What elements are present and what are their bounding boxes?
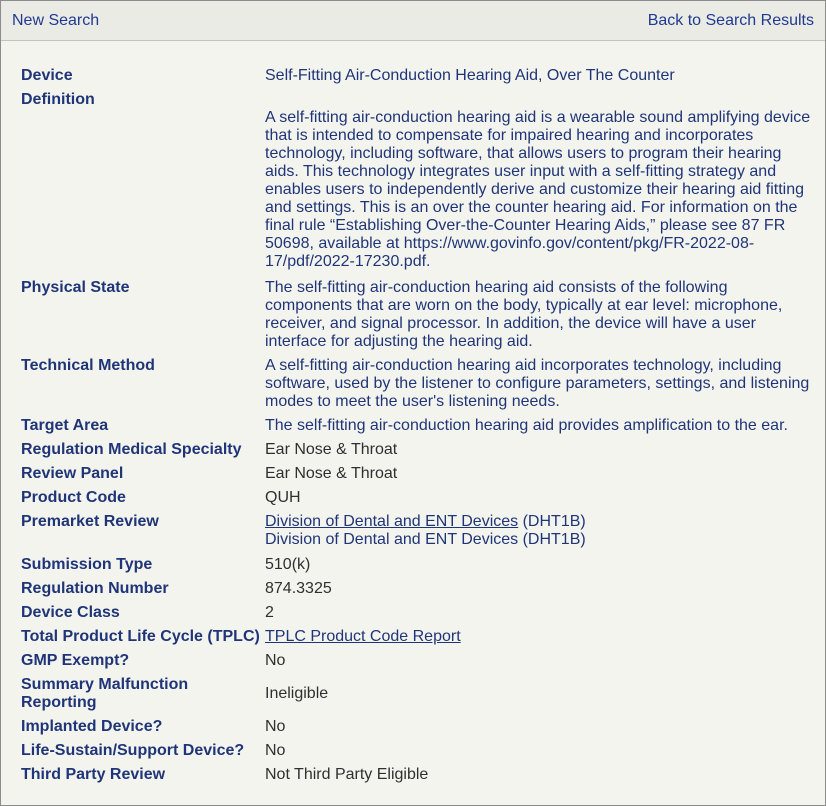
summary-malfunction-label-line1: Summary Malfunction [21, 676, 189, 693]
regulation-specialty-row [21, 441, 811, 459]
device-class-label: Device Class [21, 604, 120, 621]
third-party-label: Third Party Review [21, 766, 166, 783]
implanted-row [21, 718, 811, 736]
gmp-exempt-row [21, 652, 811, 670]
third-party-row [21, 766, 811, 784]
definition-value: A self-fitting air-conduction hearing aid is a wearable sound amplifying device that is intended to compensate for impaired hearing and incorporates technology, including software, that allows users to program their hearing aids. This technology integrates user input with a self-fitting strategy and enables users to independently derive and customize their hearing aid fitting and settings. This is an over the counter hearing aid. For information on the final rule “Establishing Over-the-Counter Hearing Aids,” please see 87 FR 50698, available at https://www.govinfo.gov/content/pkg/FR-2022-08-17/pdf/2022-17230.pdf. [265, 109, 811, 270]
technical-method-row [21, 357, 811, 411]
physical-state-row [21, 279, 811, 351]
summary-malfunction-value: Ineligible [265, 685, 329, 702]
regulation-specialty-value: Ear Nose & Throat [265, 441, 398, 458]
regulation-number-value: 874.3325 [265, 580, 332, 597]
device-row [21, 67, 811, 85]
gmp-exempt-value: No [265, 652, 286, 669]
back-to-search-results-link[interactable]: Back to Search Results [647, 11, 814, 29]
third-party-value: Not Third Party Eligible [265, 766, 429, 783]
tplc-report-link[interactable]: TPLC Product Code Report [265, 628, 461, 645]
device-class-value: 2 [265, 604, 274, 621]
gmp-exempt-label: GMP Exempt? [21, 652, 130, 669]
regulation-specialty-label: Regulation Medical Specialty [21, 441, 242, 458]
premarket-review-row [21, 513, 811, 549]
implanted-value: No [265, 718, 286, 735]
summary-malfunction-row [21, 676, 811, 712]
division-text: Division of Dental and ENT Devices (DHT1B) [265, 531, 586, 548]
technical-method-label: Technical Method [21, 357, 155, 374]
implanted-label: Implanted Device? [21, 718, 163, 735]
device-label: Device [21, 67, 73, 84]
definition-row [21, 91, 811, 271]
product-code-label: Product Code [21, 489, 126, 506]
physical-state-value: The self-fitting air-conduction hearing aid consists of the following components that are worn on the body, typically at ear level: microphone, receiver, and signal processor. In addition, the device will have a user interface for adjusting the hearing aid. [265, 279, 783, 350]
life-sustain-label: Life-Sustain/Support Device? [21, 742, 245, 759]
submission-type-row [21, 556, 811, 574]
review-panel-label: Review Panel [21, 465, 124, 482]
definition-label: Definition [21, 91, 95, 108]
device-details-table [21, 67, 811, 784]
regulation-number-row [21, 580, 811, 598]
regulation-number-label: Regulation Number [21, 580, 169, 597]
summary-malfunction-label [21, 676, 265, 712]
physical-state-label: Physical State [21, 279, 130, 296]
tplc-label: Total Product Life Cycle (TPLC) [21, 628, 260, 645]
top-navigation-bar [1, 1, 825, 41]
premarket-review-value [265, 513, 811, 549]
division-code: (DHT1B) [518, 513, 586, 530]
submission-type-value: 510(k) [265, 556, 311, 573]
tplc-row [21, 628, 811, 646]
device-value: Self-Fitting Air-Conduction Hearing Aid, Over The Counter [265, 67, 675, 84]
review-panel-value: Ear Nose & Throat [265, 465, 398, 482]
life-sustain-value: No [265, 742, 286, 759]
summary-malfunction-label-line2: Reporting [21, 694, 97, 711]
premarket-review-label: Premarket Review [21, 513, 159, 530]
product-code-value: QUH [265, 489, 301, 506]
product-code-row [21, 489, 811, 507]
target-area-value: The self-fitting air-conduction hearing aid provides amplification to the ear. [265, 417, 788, 434]
division-dental-ent-link[interactable]: Division of Dental and ENT Devices [265, 513, 519, 530]
submission-type-label: Submission Type [21, 556, 153, 573]
target-area-row [21, 417, 811, 435]
review-panel-row [21, 465, 811, 483]
life-sustain-row [21, 742, 811, 760]
technical-method-value: A self-fitting air-conduction hearing aid incorporates technology, including software, used by the listener to configure parameters, settings, and listening modes to meet the user's listening needs. [265, 357, 810, 410]
device-class-row [21, 604, 811, 622]
target-area-label: Target Area [21, 417, 109, 434]
new-search-link[interactable]: New Search [12, 11, 100, 29]
